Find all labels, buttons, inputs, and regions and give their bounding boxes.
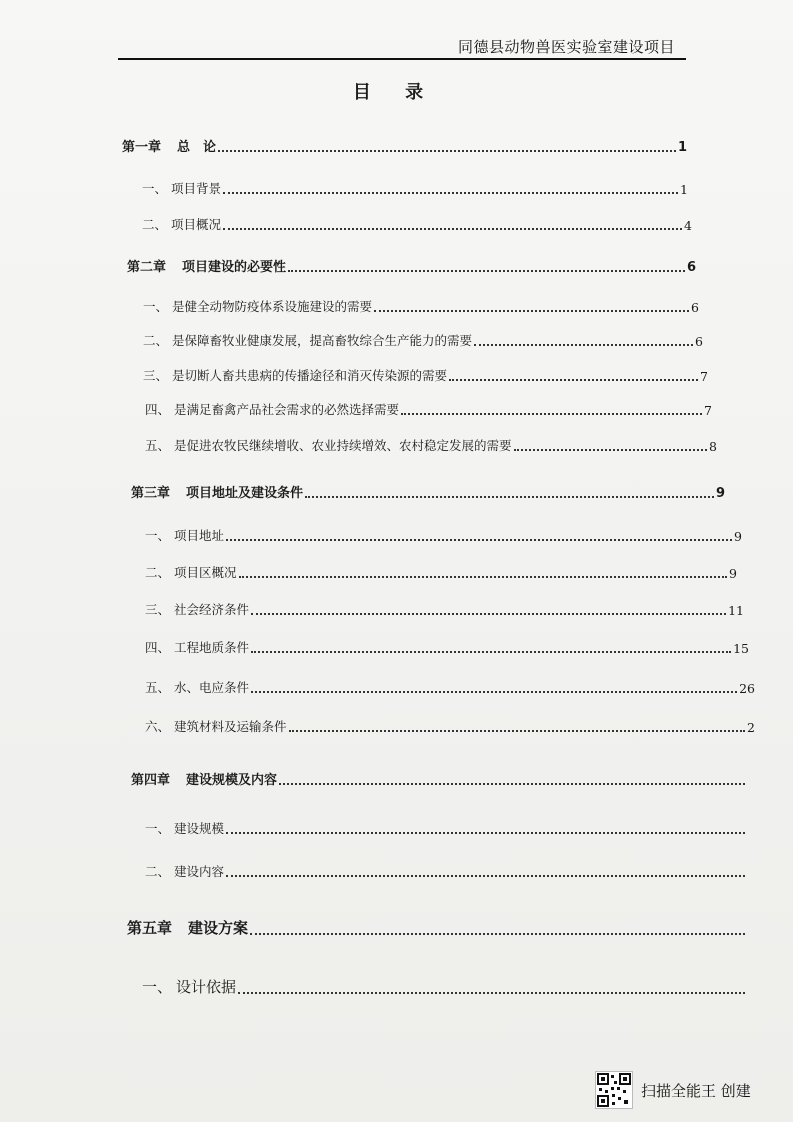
toc-section: 五、 水、电应条件 26	[145, 680, 755, 696]
toc-section: 一、 项目背景 1	[142, 181, 688, 197]
toc-chapter: 第三章 项目地址及建设条件 9	[131, 486, 725, 501]
toc-section: 一、 是健全动物防疫体系设施建设的需要 6	[143, 299, 699, 315]
toc-section: 二、 项目概况 4	[142, 217, 692, 233]
toc-section: 三、 是切断人畜共患病的传播途径和消灭传染源的需要 7	[143, 368, 708, 384]
toc-section: 二、 是保障畜牧业健康发展，提高畜牧综合生产能力的需要 6	[143, 333, 703, 349]
qr-code-icon	[595, 1071, 633, 1109]
toc-section: 四、 工程地质条件 15	[145, 640, 749, 656]
toc-section: 一、 项目地址 9	[145, 528, 742, 544]
toc-chapter: 第四章 建设规模及内容	[131, 769, 755, 788]
toc-title: 目 录	[352, 82, 438, 103]
toc-section: 二、 项目区概况 9	[145, 565, 737, 581]
toc-chapter: 第五章 建设方案	[127, 917, 755, 938]
toc-chapter: 第一章 总 论 1	[122, 140, 687, 155]
toc-section: 五、 是促进农牧民继续增收、农业持续增效、农村稳定发展的需要 8	[145, 438, 717, 454]
toc-section: 三、 社会经济条件 11	[145, 602, 744, 618]
scanner-brand: 扫描全能王 创建	[641, 1081, 751, 1100]
toc-section: 四、 是满足畜禽产品社会需求的必然选择需要 7	[145, 402, 712, 418]
toc-section: 一、 设计依据	[142, 976, 755, 997]
header-title: 同德县动物兽医实验室建设项目	[457, 38, 675, 56]
scanner-watermark	[595, 1070, 751, 1110]
toc-section: 六、 建筑材料及运输条件 2	[145, 719, 755, 735]
toc-chapter: 第二章 项目建设的必要性 6	[127, 260, 696, 275]
toc-section: 二、 建设内容	[145, 862, 755, 880]
header-rule	[118, 58, 686, 60]
toc-section: 一、 建设规模	[145, 819, 755, 837]
